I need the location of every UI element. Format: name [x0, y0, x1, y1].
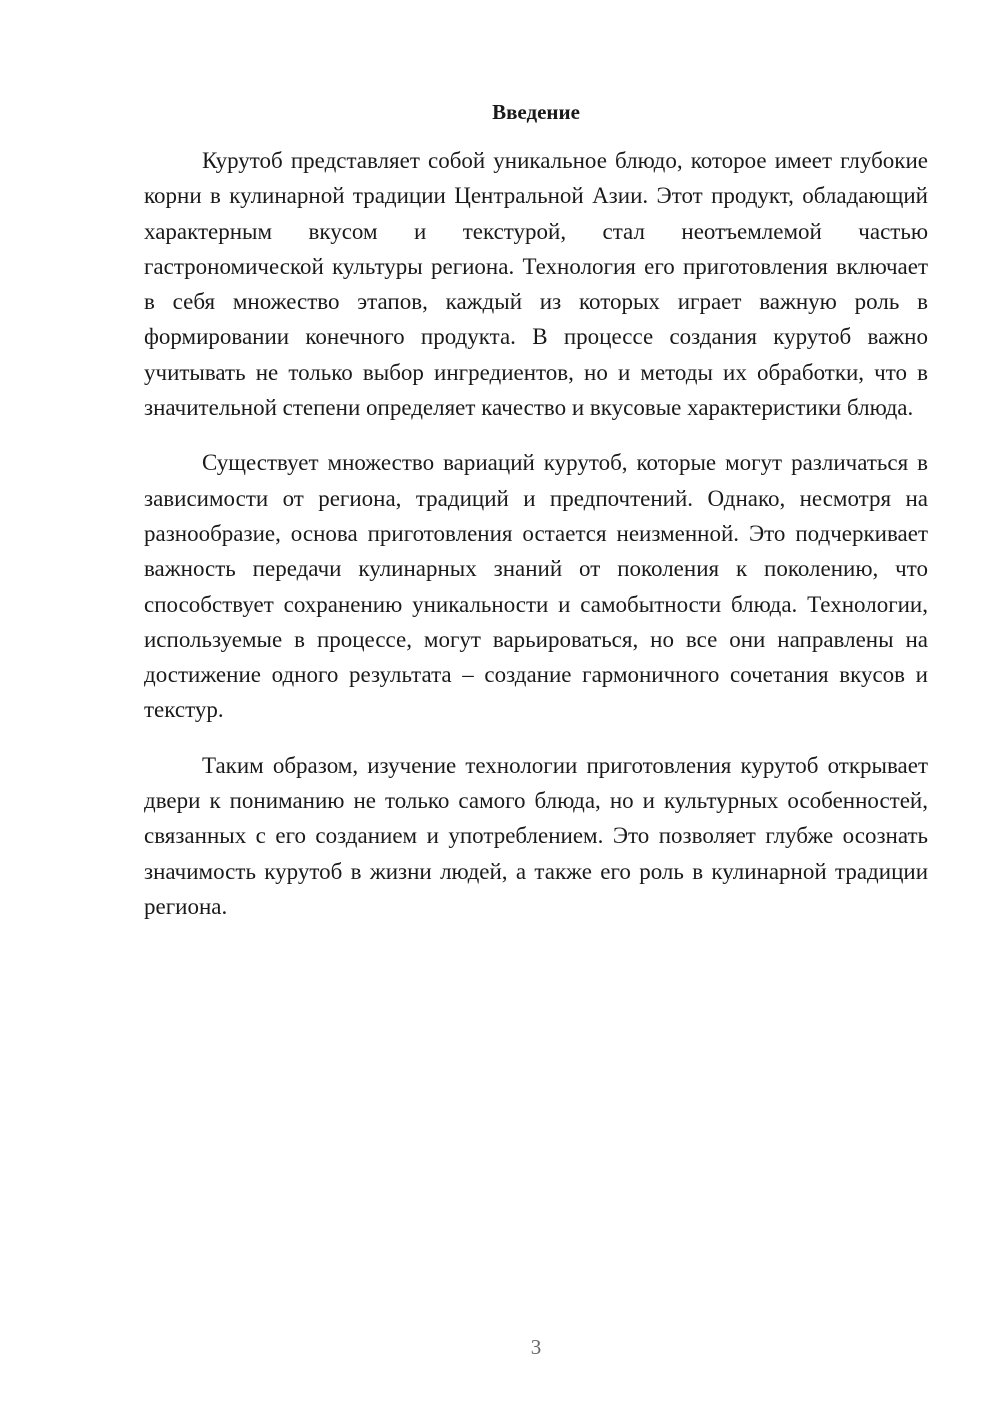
paragraph-2: Существует множество вариаций курутоб, которые могут различаться в зависимости от региона, традиций и предпочтений. Однако, несмотря на разнообразие, основа приготовления остается неизменной. Это подчеркивает важность передачи кулинарных знаний от поколения к поколению, что способствует сохранению уникальности и самобытности блюда. Технологии, используемые в процессе, могут варьироваться, но все они направлены на достижение одного результата – создание гармоничного сочетания вкусов и текстур. — [144, 450, 928, 723]
section-heading: Введение — [492, 100, 580, 124]
document-body — [144, 143, 928, 944]
page-number: 3 — [530, 1335, 542, 1359]
paragraph-1: Курутоб представляет собой уникальное блюдо, которое имеет глубокие корни в кулинарной традиции Центральной Азии. Этот продукт, обладающий характерным вкусом и текстурой, стал неотъемлемой частью гастрономической культуры региона. Технология его приготовления включает в себя множество этапов, каждый из которых играет важную роль в формировании конечного продукта. В процессе создания курутоб важно учитывать не только выбор ингредиентов, но и методы их обработки, что в значительной степени определяет качество и вкусовые характеристики блюда. — [144, 148, 928, 421]
paragraph-3: Таким образом, изучение технологии приготовления курутоб открывает двери к пониманию не только самого блюда, но и культурных особенностей, связанных с его созданием и употреблением. Это позволяет глубже осознать значимость курутоб в жизни людей, а также его роль в кулинарной традиции региона. — [144, 752, 928, 919]
